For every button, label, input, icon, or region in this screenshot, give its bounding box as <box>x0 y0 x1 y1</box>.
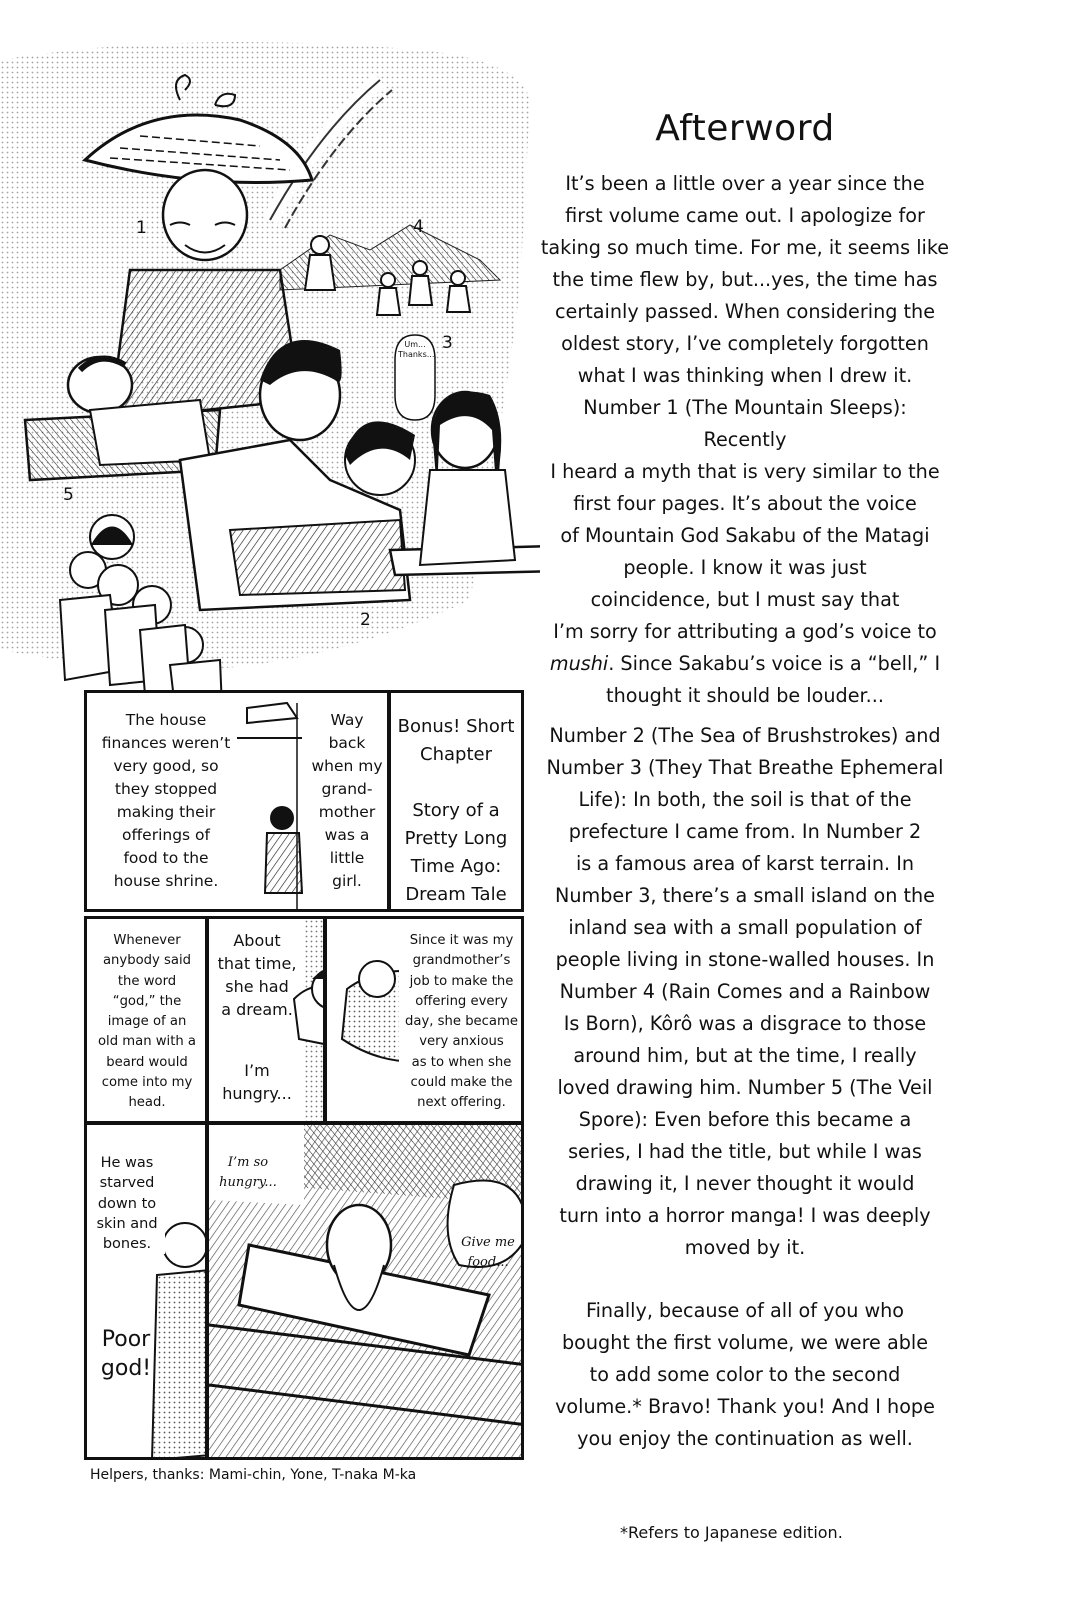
label-number-3: 3 <box>442 333 453 353</box>
comic-panel-5 <box>206 916 326 1124</box>
helpers-credit: Helpers, thanks: Mami-chin, Yone, T-naka M-ka <box>90 1467 417 1483</box>
afterword-line: loved drawing him. Number 5 (The Veil <box>557 1076 933 1099</box>
afterword-line: drawing it, I never thought it would <box>575 1172 915 1195</box>
afterword-line: series, I had the title, but while I was <box>568 1140 922 1163</box>
afterword-line: to add some color to the second <box>589 1363 901 1386</box>
comic-caption-1: The house finances weren’t very good, so they stopped making their offerings of food to the house shrine. <box>101 711 231 890</box>
afterword-line: of Mountain God Sakabu of the Matagi <box>560 524 930 547</box>
comic-caption-7b: Poor god! <box>100 1327 152 1381</box>
label-number-4: 4 <box>413 217 424 237</box>
label-number-5: 5 <box>63 485 74 505</box>
afterword-illustration <box>0 40 540 690</box>
afterword-line: what I was thinking when I drew it. <box>577 364 913 387</box>
um-thanks-bubble: Um... Thanks... <box>398 340 435 359</box>
afterword-line: certainly passed. When considering the <box>554 300 936 323</box>
afterword-line: Spore): Even before this became a <box>578 1108 912 1131</box>
characters-illustration <box>0 40 540 690</box>
afterword-line: prefecture I came from. In Number 2 <box>568 820 922 843</box>
afterword-line: around him, but at the time, I really <box>573 1044 917 1067</box>
label-number-2: 2 <box>360 610 371 630</box>
afterword-line: bought the first volume, we were able <box>561 1331 929 1354</box>
comic-panel-4 <box>84 916 208 1124</box>
afterword-line: coincidence, but I must say that <box>590 588 900 611</box>
footnote: *Refers to Japanese edition. <box>620 1523 843 1542</box>
afterword-line: I heard a myth that is very similar to the <box>550 460 940 483</box>
comic-panel-6 <box>324 916 524 1124</box>
afterword-line: taking so much time. For me, it seems like <box>540 236 950 259</box>
afterword-line: I’m sorry for attributing a god’s voice to <box>553 620 937 643</box>
afterword-line: Number 3, there’s a small island on the <box>555 884 935 907</box>
afterword-line: turn into a horror manga! I was deeply <box>559 1204 931 1227</box>
afterword-line: the time flew by, but...yes, the time has <box>552 268 938 291</box>
comic-chapter-title: Bonus! Short Chapter Story of a Pretty Long Time Ago: Dream Tale <box>397 716 515 905</box>
bonus-comic <box>84 690 524 1460</box>
afterword-line: Number 2 (The Sea of Brushstrokes) and <box>549 724 941 747</box>
afterword-line: first volume came out. I apologize for <box>565 204 925 227</box>
afterword-line: is a famous area of karst terrain. In <box>575 852 915 875</box>
comic-caption-5b: I’m hungry... <box>222 1061 292 1103</box>
comic-panel-7 <box>84 1122 208 1460</box>
afterword-line: Finally, because of all of you who <box>585 1299 905 1322</box>
afterword-line: Number 3 (They That Breathe Ephemeral <box>546 756 944 779</box>
afterword-line: people. I know it was just <box>623 556 867 579</box>
comic-panel-3 <box>388 690 524 912</box>
afterword-line: volume.* Bravo! Thank you! And I hope <box>555 1395 935 1418</box>
afterword-line: moved by it. <box>684 1236 806 1259</box>
afterword-title: Afterword <box>655 108 835 149</box>
afterword-line: first four pages. It’s about the voice <box>573 492 917 515</box>
comic-panel-8 <box>206 1122 524 1460</box>
afterword-line: Is Born), Kôrô was a disgrace to those <box>563 1012 927 1035</box>
afterword-paragraph-2 <box>540 720 950 1264</box>
afterword-line: inland sea with a small population of <box>568 916 922 939</box>
afterword-line: Number 4 (Rain Comes and a Rainbow <box>559 980 931 1003</box>
comic-caption-4: Whenever anybody said the word “god,” the image of an old man with a beard would come into my head. <box>97 933 197 1111</box>
comic-caption-7a: He was starved down to skin and bones. <box>89 1153 165 1254</box>
afterword-line: Number 1 (The Mountain Sleeps): Recently <box>583 396 907 451</box>
comic-caption-6: Since it was my grandmother’s job to make the offering every day, she became very anxious as to when she could make the next offering. <box>399 931 524 1114</box>
afterword-paragraph-1 <box>540 168 950 712</box>
afterword-line: people living in stone-walled houses. In <box>555 948 935 971</box>
afterword-paragraph-3 <box>540 1295 950 1455</box>
afterword-line: you enjoy the continuation as well. <box>577 1427 913 1450</box>
comic-caption-5a: About that time, she had a dream. <box>217 931 297 1019</box>
afterword-line: Life): In both, the soil is that of the <box>578 788 912 811</box>
label-number-1: 1 <box>136 218 147 238</box>
afterword-line: mushi. Since Sakabu’s voice is a “bell,” I <box>549 652 941 675</box>
comic-caption-8a: I’m so hungry... <box>219 1155 277 1190</box>
comic-caption-8b: Give me food... <box>461 1235 515 1270</box>
comic-caption-2: Way back when my grand- mother was a little girl. <box>311 711 383 890</box>
afterword-line: It’s been a little over a year since the <box>565 172 925 195</box>
afterword-line: oldest story, I’ve completely forgotten <box>561 332 929 355</box>
afterword-line: thought it should be louder... <box>606 684 884 707</box>
comic-panel-2 <box>308 690 390 912</box>
